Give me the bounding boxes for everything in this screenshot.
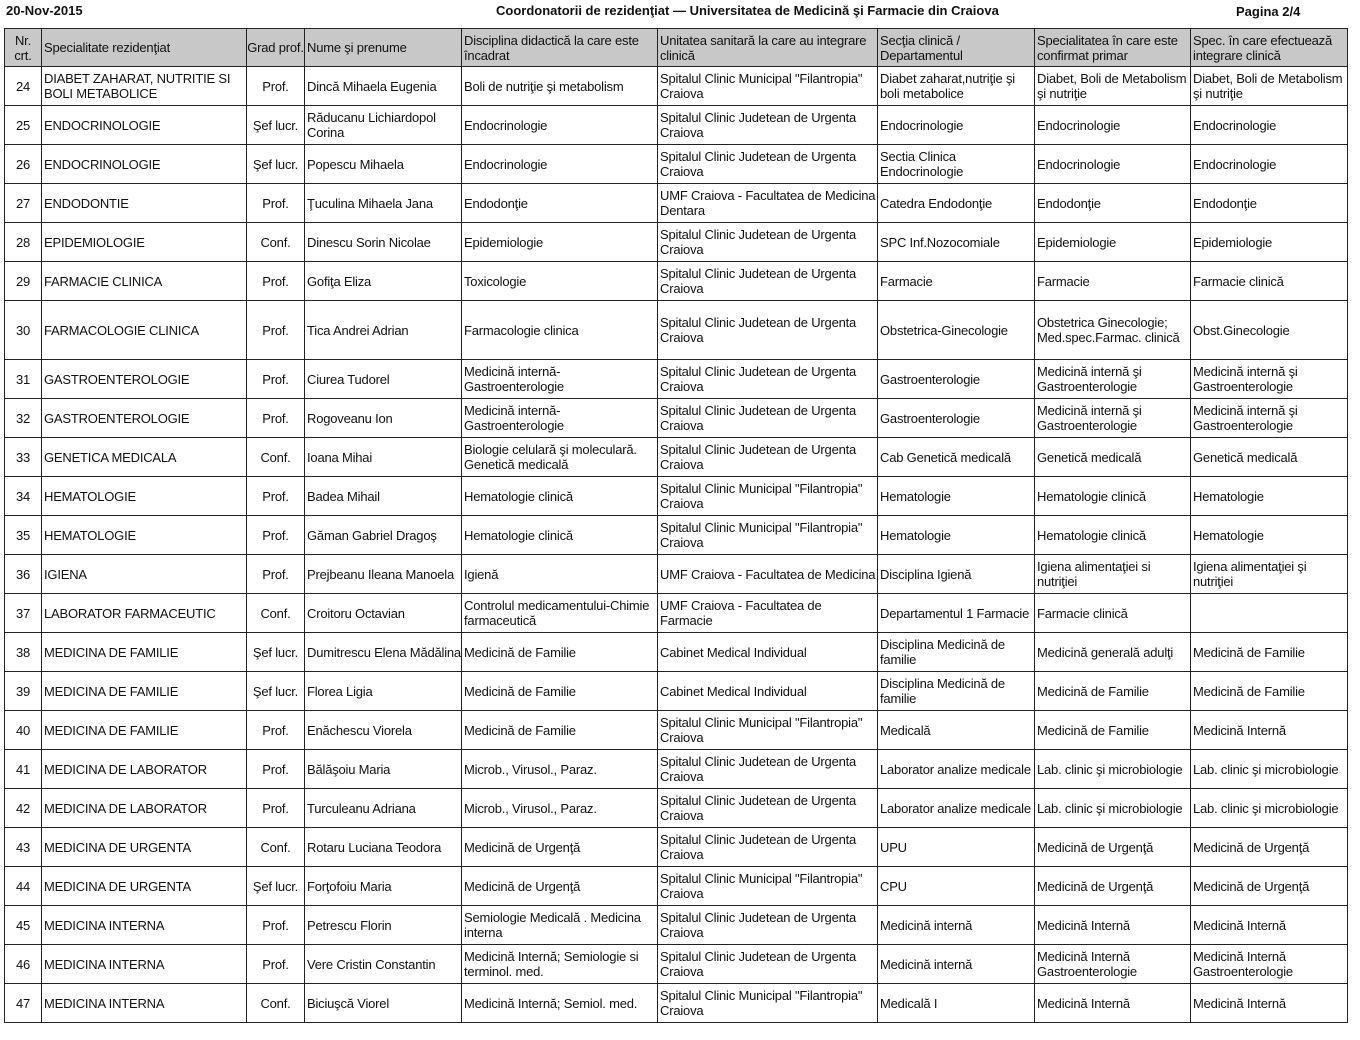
cell-spec-primar: Medicină Internă [1035, 984, 1191, 1023]
cell-spec-primar: Farmacie clinică [1035, 594, 1191, 633]
cell-nume: Florea Ligia [305, 672, 462, 711]
cell-spec-primar: Lab. clinic şi microbiologie [1035, 789, 1191, 828]
cell-sectie: Gastroenterologie [878, 399, 1035, 438]
col-header-spec-integrare: Spec. în care efectuează integrare clinică [1191, 29, 1348, 67]
cell-nr: 47 [5, 984, 42, 1023]
cell-specialitate: MEDICINA DE URGENTA [42, 828, 247, 867]
cell-specialitate: MEDICINA DE FAMILIE [42, 711, 247, 750]
cell-disciplina: Medicină de Familie [462, 633, 658, 672]
cell-sectie: UPU [878, 828, 1035, 867]
cell-nume: Prejbeanu Ileana Manoela [305, 555, 462, 594]
col-header-nr: Nr. crt. [5, 29, 42, 67]
cell-spec-integrare: Medicină Internă [1191, 711, 1348, 750]
cell-nr: 43 [5, 828, 42, 867]
cell-nume: Bălăşoiu Maria [305, 750, 462, 789]
cell-grad: Şef lucr. [247, 145, 305, 184]
table-row [5, 399, 1348, 438]
document-date: 20-Nov-2015 [6, 3, 83, 18]
cell-disciplina: Semiologie Medicală . Medicina interna [462, 906, 658, 945]
cell-spec-integrare: Epidemiologie [1191, 223, 1348, 262]
cell-spec-integrare: Endocrinologie [1191, 106, 1348, 145]
cell-specialitate: HEMATOLOGIE [42, 516, 247, 555]
cell-nr: 35 [5, 516, 42, 555]
cell-sectie: Departamentul 1 Farmacie [878, 594, 1035, 633]
table-row [5, 789, 1348, 828]
cell-spec-integrare: Lab. clinic şi microbiologie [1191, 750, 1348, 789]
cell-disciplina: Biologie celulară şi moleculară. Genetică medicală [462, 438, 658, 477]
cell-nume: Ioana Mihai [305, 438, 462, 477]
cell-spec-integrare: Genetică medicală [1191, 438, 1348, 477]
cell-unitate: Spitalul Clinic Judetean de Urgenta Craiova [658, 223, 878, 262]
cell-specialitate: MEDICINA DE LABORATOR [42, 750, 247, 789]
cell-specialitate: MEDICINA INTERNA [42, 945, 247, 984]
table-row [5, 67, 1348, 106]
cell-grad: Şef lucr. [247, 672, 305, 711]
table-row [5, 223, 1348, 262]
cell-nr: 32 [5, 399, 42, 438]
table-row [5, 594, 1348, 633]
cell-spec-integrare: Medicină Internă Gastroenterologie [1191, 945, 1348, 984]
col-header-disciplina: Disciplina didactică la care este încadrat [462, 29, 658, 67]
cell-spec-integrare: Hematologie [1191, 477, 1348, 516]
cell-sectie: Medicală I [878, 984, 1035, 1023]
cell-nr: 24 [5, 67, 42, 106]
table-row [5, 106, 1348, 145]
page-header [0, 0, 1360, 28]
cell-spec-primar: Endodonţie [1035, 184, 1191, 223]
cell-disciplina: Microb., Virusol., Paraz. [462, 750, 658, 789]
cell-grad: Prof. [247, 555, 305, 594]
cell-spec-integrare: Medicină de Familie [1191, 633, 1348, 672]
cell-specialitate: FARMACIE CLINICA [42, 262, 247, 301]
cell-disciplina: Microb., Virusol., Paraz. [462, 789, 658, 828]
cell-grad: Conf. [247, 594, 305, 633]
table-row [5, 633, 1348, 672]
cell-nr: 27 [5, 184, 42, 223]
cell-grad: Şef lucr. [247, 106, 305, 145]
cell-nume: Gofiţa Eliza [305, 262, 462, 301]
cell-nr: 41 [5, 750, 42, 789]
cell-grad: Prof. [247, 477, 305, 516]
cell-spec-primar: Hematologie clinică [1035, 477, 1191, 516]
cell-grad: Conf. [247, 828, 305, 867]
cell-grad: Prof. [247, 945, 305, 984]
cell-specialitate: LABORATOR FARMACEUTIC [42, 594, 247, 633]
cell-disciplina: Epidemiologie [462, 223, 658, 262]
table-row [5, 945, 1348, 984]
cell-spec-primar: Hematologie clinică [1035, 516, 1191, 555]
cell-disciplina: Endocrinologie [462, 145, 658, 184]
cell-nume: Dincă Mihaela Eugenia [305, 67, 462, 106]
cell-unitate: Spitalul Clinic Judetean de Urgenta Craiova [658, 750, 878, 789]
cell-sectie: Endocrinologie [878, 106, 1035, 145]
cell-grad: Prof. [247, 262, 305, 301]
cell-spec-primar: Medicină Internă Gastroenterologie [1035, 945, 1191, 984]
cell-sectie: Laborator analize medicale [878, 789, 1035, 828]
table-row [5, 867, 1348, 906]
table-row [5, 711, 1348, 750]
cell-spec-primar: Farmacie [1035, 262, 1191, 301]
cell-nr: 44 [5, 867, 42, 906]
cell-nume: Rogoveanu Ion [305, 399, 462, 438]
cell-spec-integrare: Medicină Internă [1191, 984, 1348, 1023]
cell-spec-primar: Lab. clinic şi microbiologie [1035, 750, 1191, 789]
cell-nume: Turculeanu Adriana [305, 789, 462, 828]
table-row [5, 145, 1348, 184]
cell-specialitate: HEMATOLOGIE [42, 477, 247, 516]
cell-sectie: SPC Inf.Nozocomiale [878, 223, 1035, 262]
col-header-grad: Grad prof. [247, 29, 305, 67]
table-row [5, 301, 1348, 360]
table-row [5, 184, 1348, 223]
cell-grad: Prof. [247, 301, 305, 360]
document-title: Coordonatorii de rezidenţiat — Universitatea de Medicină şi Farmacie din Craiova [496, 3, 999, 18]
col-header-nume: Nume şi prenume [305, 29, 462, 67]
cell-nr: 40 [5, 711, 42, 750]
cell-unitate: Spitalul Clinic Municipal "Filantropia" Craiova [658, 516, 878, 555]
cell-disciplina: Medicină de Familie [462, 672, 658, 711]
cell-specialitate: EPIDEMIOLOGIE [42, 223, 247, 262]
cell-grad: Prof. [247, 789, 305, 828]
cell-nume: Petrescu Florin [305, 906, 462, 945]
table-row [5, 516, 1348, 555]
cell-spec-primar: Epidemiologie [1035, 223, 1191, 262]
cell-grad: Prof. [247, 399, 305, 438]
cell-nume: Ţuculina Mihaela Jana [305, 184, 462, 223]
cell-sectie: Disciplina Igienă [878, 555, 1035, 594]
cell-grad: Prof. [247, 516, 305, 555]
cell-specialitate: ENDODONTIE [42, 184, 247, 223]
cell-nume: Găman Gabriel Dragoş [305, 516, 462, 555]
cell-unitate: Spitalul Clinic Judetean de Urgenta Craiova [658, 789, 878, 828]
cell-specialitate: FARMACOLOGIE CLINICA [42, 301, 247, 360]
cell-grad: Prof. [247, 67, 305, 106]
cell-nume: Biciuşcă Viorel [305, 984, 462, 1023]
cell-spec-primar: Medicină internă şi Gastroenterologie [1035, 399, 1191, 438]
col-header-spec-primar: Specialitatea în care este confirmat primar [1035, 29, 1191, 67]
table-row [5, 672, 1348, 711]
cell-nume: Ciurea Tudorel [305, 360, 462, 399]
cell-nume: Rotaru Luciana Teodora [305, 828, 462, 867]
cell-grad: Prof. [247, 360, 305, 399]
cell-sectie: Disciplina Medicină de familie [878, 633, 1035, 672]
cell-spec-primar: Medicină internă şi Gastroenterologie [1035, 360, 1191, 399]
cell-sectie: Obstetrica-Ginecologie [878, 301, 1035, 360]
cell-unitate: UMF Craiova - Facultatea de Medicina [658, 555, 878, 594]
cell-disciplina: Hematologie clinică [462, 516, 658, 555]
cell-grad: Prof. [247, 750, 305, 789]
cell-spec-integrare: Endodonţie [1191, 184, 1348, 223]
cell-disciplina: Medicină de Familie [462, 711, 658, 750]
cell-disciplina: Igienă [462, 555, 658, 594]
cell-nr: 26 [5, 145, 42, 184]
table-row [5, 906, 1348, 945]
cell-disciplina: Endodonţie [462, 184, 658, 223]
cell-grad: Conf. [247, 223, 305, 262]
cell-nr: 31 [5, 360, 42, 399]
cell-disciplina: Medicină internă-Gastroenterologie [462, 399, 658, 438]
coordinators-table [4, 28, 1348, 1023]
cell-spec-integrare: Endocrinologie [1191, 145, 1348, 184]
col-header-sectie: Secţia clinică / Departamentul [878, 29, 1035, 67]
table-body [5, 67, 1348, 1023]
cell-unitate: Spitalul Clinic Judetean de Urgenta Craiova [658, 945, 878, 984]
cell-sectie: Gastroenterologie [878, 360, 1035, 399]
cell-disciplina: Medicină de Urgenţă [462, 867, 658, 906]
cell-sectie: Laborator analize medicale [878, 750, 1035, 789]
cell-specialitate: MEDICINA DE FAMILIE [42, 633, 247, 672]
table-row [5, 828, 1348, 867]
cell-unitate: Spitalul Clinic Judetean de Urgenta Craiova [658, 360, 878, 399]
cell-spec-primar: Medicină de Urgenţă [1035, 867, 1191, 906]
cell-specialitate: MEDICINA DE URGENTA [42, 867, 247, 906]
cell-spec-integrare: Medicină de Urgenţă [1191, 867, 1348, 906]
cell-grad: Prof. [247, 184, 305, 223]
cell-unitate: Spitalul Clinic Municipal "Filantropia" Craiova [658, 477, 878, 516]
cell-sectie: CPU [878, 867, 1035, 906]
cell-sectie: Sectia Clinica Endocrinologie [878, 145, 1035, 184]
table-row [5, 555, 1348, 594]
cell-unitate: Spitalul Clinic Judetean de Urgenta Craiova [658, 906, 878, 945]
cell-spec-integrare: Diabet, Boli de Metabolism şi nutriţie [1191, 67, 1348, 106]
cell-unitate: Spitalul Clinic Judetean de Urgenta Craiova [658, 438, 878, 477]
cell-nr: 42 [5, 789, 42, 828]
col-header-specialitate: Specialitate rezidenţiat [42, 29, 247, 67]
cell-sectie: Hematologie [878, 516, 1035, 555]
cell-nr: 28 [5, 223, 42, 262]
cell-nr: 36 [5, 555, 42, 594]
table-row [5, 750, 1348, 789]
cell-unitate: Spitalul Clinic Judetean de Urgenta Craiova [658, 262, 878, 301]
cell-spec-integrare: Hematologie [1191, 516, 1348, 555]
cell-unitate: Cabinet Medical Individual [658, 672, 878, 711]
cell-specialitate: DIABET ZAHARAT, NUTRITIE SI BOLI METABOLICE [42, 67, 247, 106]
cell-specialitate: GASTROENTEROLOGIE [42, 360, 247, 399]
page-number: Pagina 2/4 [1236, 4, 1301, 19]
cell-spec-integrare: Farmacie clinică [1191, 262, 1348, 301]
cell-nume: Badea Mihail [305, 477, 462, 516]
cell-unitate: Spitalul Clinic Municipal "Filantropia" Craiova [658, 67, 878, 106]
cell-unitate: Spitalul Clinic Judetean de Urgenta Craiova [658, 301, 878, 360]
cell-sectie: Disciplina Medicină de familie [878, 672, 1035, 711]
cell-unitate: Spitalul Clinic Judetean de Urgenta Craiova [658, 106, 878, 145]
cell-disciplina: Toxicologie [462, 262, 658, 301]
cell-unitate: Spitalul Clinic Municipal "Filantropia" Craiova [658, 711, 878, 750]
cell-specialitate: IGIENA [42, 555, 247, 594]
cell-disciplina: Medicină Internă; Semiologie si terminol. med. [462, 945, 658, 984]
table-header-row [5, 29, 1348, 67]
cell-spec-primar: Medicină Internă [1035, 906, 1191, 945]
cell-nr: 37 [5, 594, 42, 633]
cell-sectie: Medicină internă [878, 906, 1035, 945]
cell-grad: Şef lucr. [247, 867, 305, 906]
cell-unitate: Spitalul Clinic Judetean de Urgenta Craiova [658, 828, 878, 867]
cell-spec-integrare: Medicină internă şi Gastroenterologie [1191, 399, 1348, 438]
cell-specialitate: MEDICINA DE LABORATOR [42, 789, 247, 828]
cell-unitate: Cabinet Medical Individual [658, 633, 878, 672]
cell-specialitate: GENETICA MEDICALA [42, 438, 247, 477]
cell-nume: Popescu Mihaela [305, 145, 462, 184]
cell-unitate: Spitalul Clinic Municipal "Filantropia" Craiova [658, 867, 878, 906]
cell-nr: 46 [5, 945, 42, 984]
cell-nr: 45 [5, 906, 42, 945]
cell-grad: Prof. [247, 711, 305, 750]
cell-disciplina: Boli de nutriţie şi metabolism [462, 67, 658, 106]
cell-spec-primar: Medicină de Urgenţă [1035, 828, 1191, 867]
cell-nr: 29 [5, 262, 42, 301]
cell-spec-integrare: Medicină de Familie [1191, 672, 1348, 711]
cell-nume: Forţofoiu Maria [305, 867, 462, 906]
cell-disciplina: Medicină Internă; Semiol. med. [462, 984, 658, 1023]
cell-nume: Dinescu Sorin Nicolae [305, 223, 462, 262]
cell-grad: Conf. [247, 984, 305, 1023]
cell-sectie: Catedra Endodonţie [878, 184, 1035, 223]
cell-specialitate: GASTROENTEROLOGIE [42, 399, 247, 438]
cell-nume: Răducanu Lichiardopol Corina [305, 106, 462, 145]
cell-disciplina: Farmacologie clinica [462, 301, 658, 360]
table-row [5, 438, 1348, 477]
cell-sectie: Cab Genetică medicală [878, 438, 1035, 477]
cell-spec-integrare: Igiena alimentaţiei şi nutriţiei [1191, 555, 1348, 594]
cell-nume: Enăchescu Viorela [305, 711, 462, 750]
cell-disciplina: Medicină de Urgenţă [462, 828, 658, 867]
cell-spec-integrare: Medicină internă şi Gastroenterologie [1191, 360, 1348, 399]
cell-spec-primar: Endocrinologie [1035, 145, 1191, 184]
cell-sectie: Hematologie [878, 477, 1035, 516]
cell-spec-primar: Genetică medicală [1035, 438, 1191, 477]
cell-specialitate: ENDOCRINOLOGIE [42, 106, 247, 145]
cell-spec-integrare: Lab. clinic şi microbiologie [1191, 789, 1348, 828]
col-header-unitate: Unitatea sanitară la care au integrare clinică [658, 29, 878, 67]
cell-unitate: Spitalul Clinic Judetean de Urgenta Craiova [658, 145, 878, 184]
table-row [5, 984, 1348, 1023]
cell-specialitate: ENDOCRINOLOGIE [42, 145, 247, 184]
cell-grad: Prof. [247, 906, 305, 945]
cell-spec-primar: Obstetrica Ginecologie; Med.spec.Farmac. clinică [1035, 301, 1191, 360]
cell-unitate: Spitalul Clinic Judetean de Urgenta Craiova [658, 399, 878, 438]
cell-unitate: UMF Craiova - Facultatea de Medicina Dentara [658, 184, 878, 223]
cell-nr: 25 [5, 106, 42, 145]
cell-nume: Croitoru Octavian [305, 594, 462, 633]
cell-nume: Tica Andrei Adrian [305, 301, 462, 360]
cell-nr: 34 [5, 477, 42, 516]
cell-spec-integrare: Medicină de Urgenţă [1191, 828, 1348, 867]
cell-disciplina: Controlul medicamentului-Chimie farmaceutică [462, 594, 658, 633]
cell-nr: 30 [5, 301, 42, 360]
cell-spec-primar: Igiena alimentaţiei si nutriţiei [1035, 555, 1191, 594]
cell-sectie: Medicală [878, 711, 1035, 750]
cell-spec-integrare [1191, 594, 1348, 633]
table-row [5, 477, 1348, 516]
cell-spec-primar: Medicină de Familie [1035, 711, 1191, 750]
cell-nr: 39 [5, 672, 42, 711]
cell-sectie: Diabet zaharat,nutriţie şi boli metabolice [878, 67, 1035, 106]
cell-spec-integrare: Obst.Ginecologie [1191, 301, 1348, 360]
table-row [5, 360, 1348, 399]
cell-disciplina: Endocrinologie [462, 106, 658, 145]
cell-spec-primar: Medicină generală adulţi [1035, 633, 1191, 672]
cell-sectie: Farmacie [878, 262, 1035, 301]
cell-sectie: Medicină internă [878, 945, 1035, 984]
cell-specialitate: MEDICINA DE FAMILIE [42, 672, 247, 711]
cell-unitate: UMF Craiova - Facultatea de Farmacie [658, 594, 878, 633]
cell-spec-primar: Diabet, Boli de Metabolism şi nutriţie [1035, 67, 1191, 106]
cell-nr: 38 [5, 633, 42, 672]
cell-nume: Vere Cristin Constantin [305, 945, 462, 984]
cell-specialitate: MEDICINA INTERNA [42, 984, 247, 1023]
cell-grad: Conf. [247, 438, 305, 477]
cell-spec-primar: Endocrinologie [1035, 106, 1191, 145]
table-row [5, 262, 1348, 301]
cell-nume: Dumitrescu Elena Mădălina [305, 633, 462, 672]
cell-disciplina: Hematologie clinică [462, 477, 658, 516]
cell-disciplina: Medicină internă-Gastroenterologie [462, 360, 658, 399]
cell-specialitate: MEDICINA INTERNA [42, 906, 247, 945]
cell-spec-primar: Medicină de Familie [1035, 672, 1191, 711]
cell-grad: Şef lucr. [247, 633, 305, 672]
cell-spec-integrare: Medicină Internă [1191, 906, 1348, 945]
cell-unitate: Spitalul Clinic Municipal "Filantropia" Craiova [658, 984, 878, 1023]
cell-nr: 33 [5, 438, 42, 477]
